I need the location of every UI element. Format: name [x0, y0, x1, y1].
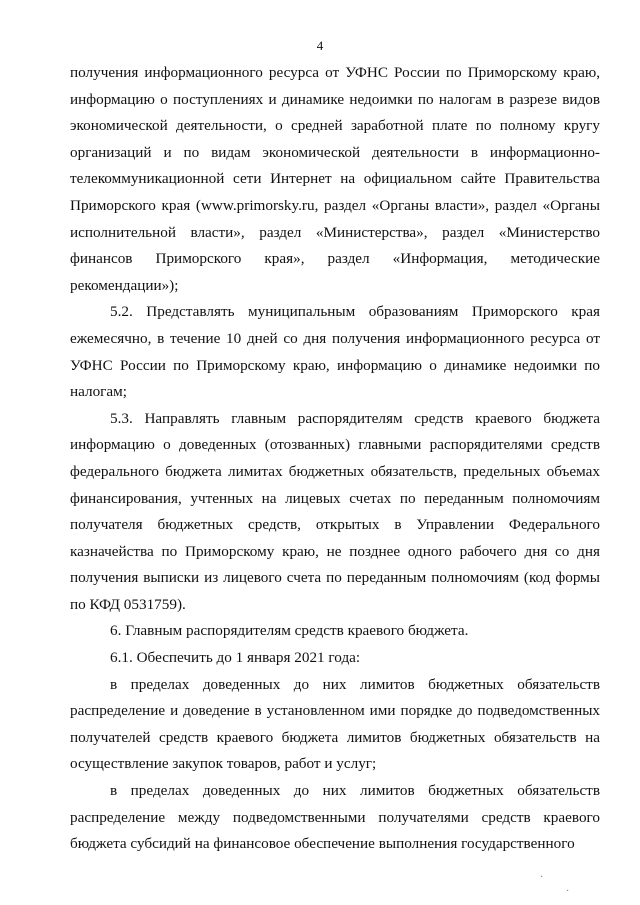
scan-speck: · [540, 872, 544, 883]
document-body [70, 60, 600, 858]
paragraph-6-1-a: в пределах доведенных до них лимитов бюджетных обязательств распределение и доведение в установленном ими порядке до подведомственных получателей средств краевого бюджета лимитов бюджетных обязательств на осуществление закупок товаров, работ и услуг; [70, 675, 600, 773]
scan-speck: · [566, 886, 570, 897]
page-number: 4 [316, 38, 324, 53]
paragraph-continuation: получения информационного ресурса от УФНС России по Приморскому краю, информацию о поступлениях и динамике недоимки по налогам в разрезе видов экономической деятельности, о средней заработной плате по полному кругу организаций и по видам экономической деятельности в информационно-телекоммуникационной сети Интернет на официальном сайте Правительства Приморского края (www.primorsky.ru, раздел «Органы власти», раздел «Органы исполнительной власти», раздел «Министерства», раздел «Министерство финансов Приморского края», раздел «Информация, методические рекомендации»); [70, 64, 600, 294]
paragraph-5-2: 5.2. Представлять муниципальным образованиям Приморского края ежемесячно, в течение 10 дней со дня получения информационного ресурса от УФНС России по Приморскому краю, информацию о динамике недоимки по налогам; [70, 303, 600, 401]
paragraph-6: 6. Главным распорядителям средств краевого бюджета. [110, 622, 469, 640]
paragraph-5-3: 5.3. Направлять главным распорядителям средств краевого бюджета информацию о доведенных (отозванных) главными распорядителями средств федерального бюджета лимитах бюджетных обязательств, предельных объемах финансирования, учтенных на лицевых счетах по переданным полномочиям получателя бюджетных средств, открытых в Управлении Федерального казначейства по Приморскому краю, не позднее одного рабочего дня со дня получения выписки из лицевого счета по переданным полномочиям (код формы по КФД 0531759). [70, 409, 600, 613]
paragraph-6-1: 6.1. Обеспечить до 1 января 2021 года: [110, 649, 361, 667]
paragraph-6-1-b: в пределах доведенных до них лимитов бюджетных обязательств распределение между подведомственными получателями средств краевого бюджета субсидий на финансовое обеспечение выполнения государственного [70, 782, 600, 853]
